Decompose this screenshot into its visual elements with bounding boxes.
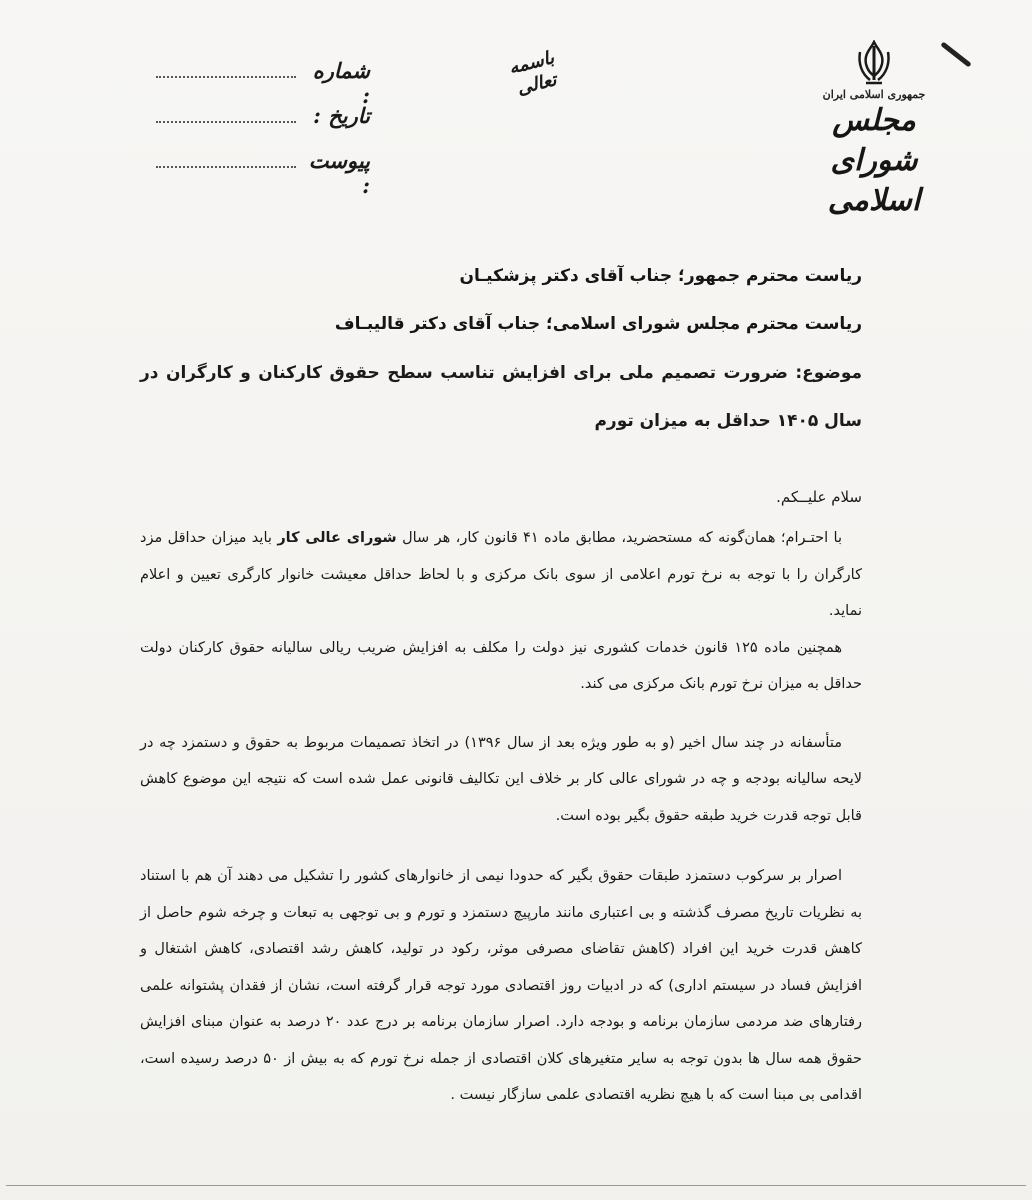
number-blank <box>156 64 296 78</box>
basmala: باسمه تعالی <box>506 47 559 100</box>
attachment-field <box>140 148 370 198</box>
attachment-blank <box>156 154 296 168</box>
date-field <box>140 103 370 148</box>
paragraph-past-years: متأسفانه در چند سال اخیر (و به طور ویژه بعد از سال ۱۳۹۶) در اتخاذ تصمیمات مربوط به حقوق و دستمزد چه در لایحه سالیانه بودجه و چه در شورای عالی کار بر خلاف این تکالیف قانونی عمل شده است که نتیجه این موضوع کاهش قابل توجه قدرت خرید طبقه حقوق بگیر بوده است. <box>140 734 862 824</box>
majlis-logo <box>794 40 954 218</box>
letter-subject: موضوع: ضرورت تصمیم ملی برای افزایش تناسب سطح حقوق کارکنان و کارگران در سال ۱۴۰۵ حداقل به میزان تورم <box>140 363 862 431</box>
p1-highlight: شورای عالی کار <box>277 530 397 546</box>
paragraph-labor-law <box>140 520 862 630</box>
p1-text-start: با احتـرام؛ همان‌گونه که مستحضرید، مطابق ماده ۴۱ قانون کار، هر سال <box>396 530 842 546</box>
letter-meta <box>140 58 370 198</box>
salutation: سلام علیــکم. <box>776 488 862 506</box>
iran-emblem-icon <box>854 40 894 86</box>
paragraph-wage-suppression: اصرار بر سرکوب دستمزد طبقات حقوق بگیر که حدودا نیمی از خانوارهای کشور را تشکیل می دهند آن هم با استناد به نظریات تاریخ مصرف گذشته و بی اعتباری مانند مارپیچ دستمزد و تورم و بی توجهی به تبعات و چرخه شوم حاصل از کاهش قدرت خرید این افراد (کاهش تقاضای مصرفی موثر، رکود در تولید، کاهش رشد اقتصادی، کاهش اشتغال و افزایش فساد در سیستم اداری) که در ادبیات روز اقتصادی مورد توجه قرار گرفته است، نشان از فقدان پشتوانه علمی رفتارهای ضد مردمی سازمان برنامه و بودجه دارد. اصرار سازمان برنامه بر درج عدد ۲۰ درصد به عنوان مبنای افزایش حقوق همه سال ها بدون توجه به سایر متغیرهای کلان اقتصادی از جمله نرخ تورم که به بیش از ۵۰ درصد رسیده است، اقدامی بی مبنا است که با هیچ نظریه اقتصادی علمی سازگار نیست . <box>140 868 863 1103</box>
date-label: تاریخ : <box>313 103 370 128</box>
letter-body <box>140 262 862 1114</box>
number-field <box>140 58 370 108</box>
republic-label: جمهوری اسلامی ایران <box>822 88 926 101</box>
attachment-label: پیوست : <box>308 148 370 198</box>
majlis-title: مجلس شورای اسلامی <box>827 103 921 218</box>
bottom-rule <box>6 1185 1026 1186</box>
paragraph-civil-service-law: همچنین ماده ۱۲۵ قانون خدمات کشوری نیز دولت را مکلف به افزایش ضریب ریالی سالیانه حقوق کارکنان دولت حداقل به میزان نرخ تورم بانک مرکزی می کند. <box>140 639 862 692</box>
date-blank <box>156 109 296 123</box>
p1-text-end: باید میزان حداقل مزد کارگران را با توجه به نرخ تورم اعلامی از سوی بانک مرکزی و با لحاظ حداقل معیشت خانوار کارگری تعیین و اعلام نماید. <box>140 530 862 619</box>
addressee-speaker: ریاست محترم مجلس شورای اسلامی؛ جناب آقای دکتر قالیبـاف <box>334 314 862 334</box>
number-label: شماره : <box>312 58 370 108</box>
addressee-president: ریاست محترم جمهور؛ جناب آقای دکتر پزشکیـان <box>459 266 862 286</box>
